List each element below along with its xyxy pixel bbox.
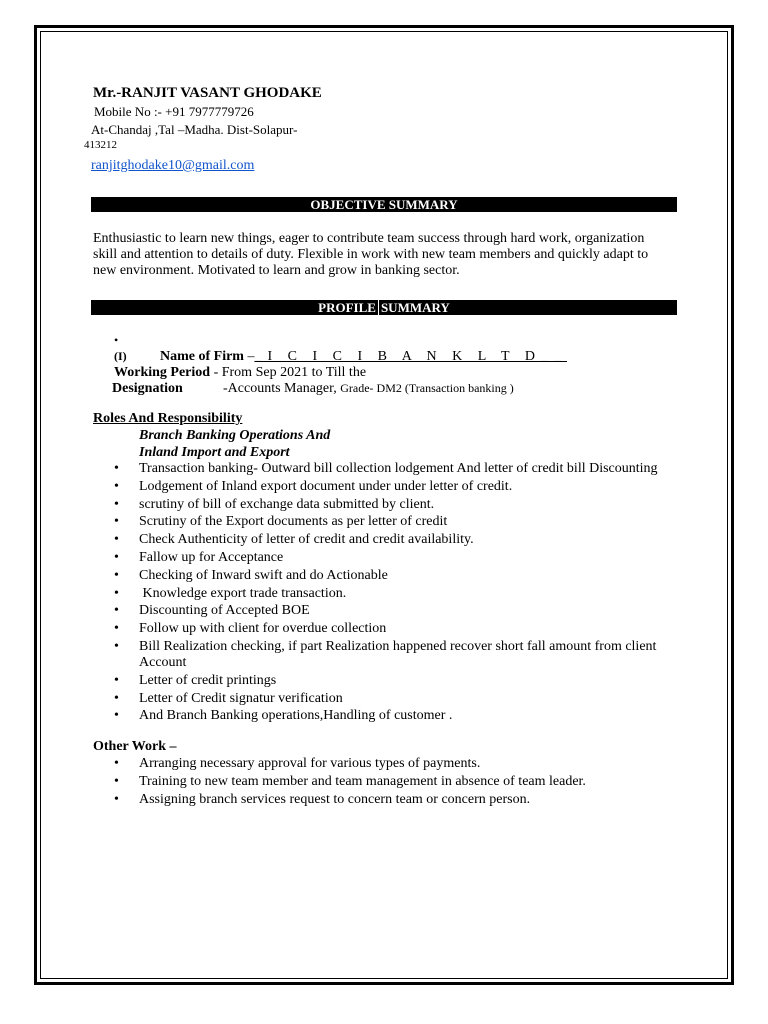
designation-row bbox=[112, 381, 514, 397]
candidate-name: Mr.-RANJIT VASANT GHODAKE bbox=[93, 85, 322, 101]
list-item: • Arranging necessary approval for various types of payments. bbox=[114, 756, 481, 771]
list-item: • Knowledge export trade transaction. bbox=[114, 585, 347, 601]
heading-separator bbox=[378, 300, 379, 315]
list-item: • Discounting of Accepted BOE bbox=[114, 603, 310, 619]
profile-heading-right: SUMMARY bbox=[380, 300, 450, 315]
list-item: • Letter of credit printings bbox=[114, 672, 277, 688]
list-item: • And Branch Banking operations,Handling of customer . bbox=[114, 708, 453, 724]
email-link[interactable]: ranjitghodake10@gmail.com bbox=[91, 158, 255, 173]
list-item: • Scrutiny of the Export documents as per letter of credit bbox=[114, 514, 448, 530]
address: At-Chandaj ,Tal –Madha. Dist-Solapur- bbox=[91, 122, 298, 137]
list-item: • Transaction banking- Outward bill collection lodgement And letter of credit bill Discounting bbox=[114, 461, 658, 476]
working-period-value: - From Sep 2021 to Till the bbox=[210, 365, 367, 380]
firm-row bbox=[114, 349, 567, 365]
list-item: • Bill Realization checking, if part Realization happened recover short fall amount from client Account bbox=[114, 638, 657, 670]
grade: Grade- DM2 (Transaction banking ) bbox=[340, 381, 514, 395]
firm-label: Name of Firm bbox=[160, 349, 244, 364]
roles-subheading-1: Branch Banking Operations And bbox=[139, 428, 331, 443]
working-period-label: Working Period bbox=[114, 365, 211, 380]
firm-index: (I) bbox=[114, 349, 127, 363]
roles-list bbox=[114, 461, 674, 726]
bullet-glyph: • bbox=[114, 333, 119, 347]
profile-heading-left: PROFILE bbox=[318, 300, 376, 315]
firm-name: _I C I C I B A N K L T D__ bbox=[254, 349, 567, 364]
list-item: • Letter of Credit signatur verification bbox=[114, 690, 343, 706]
objective-heading: OBJECTIVE SUMMARY bbox=[91, 197, 677, 212]
mobile-number: Mobile No :- +91 7977779726 bbox=[94, 104, 254, 119]
firm-separator: – bbox=[243, 349, 255, 364]
list-item: • Training to new team member and team management in absence of team leader. bbox=[114, 773, 586, 789]
other-work-list bbox=[114, 756, 674, 809]
list-item: • scrutiny of bill of exchange data submitted by client. bbox=[114, 496, 435, 512]
list-item: • Fallow up for Acceptance bbox=[114, 549, 284, 565]
roles-subheading-2: Inland Import and Export bbox=[139, 445, 290, 460]
list-item: • Check Authenticity of letter of credit and credit availability. bbox=[114, 532, 474, 548]
list-item: • Assigning branch services request to concern team or concern person. bbox=[114, 791, 531, 807]
roles-heading: Roles And Responsibility bbox=[93, 411, 243, 426]
objective-text: Enthusiastic to learn new things, eager to contribute team success through hard work, organization skill and attention to details of duty. Flexible in work with new team members and quickly adapt to new environment. Motivated to learn and grow in banking sector. bbox=[93, 231, 649, 278]
list-item: • Checking of Inward swift and do Actionable bbox=[114, 567, 388, 583]
pincode: 413212 bbox=[84, 139, 117, 151]
list-item: • Lodgement of Inland export document under under letter of credit. bbox=[114, 478, 513, 494]
designation-value: -Accounts Manager, bbox=[223, 381, 337, 396]
designation-label: Designation bbox=[112, 381, 183, 396]
working-period-row bbox=[114, 365, 366, 381]
other-work-heading: Other Work – bbox=[93, 739, 177, 754]
profile-heading bbox=[91, 300, 677, 315]
list-item: • Follow up with client for overdue collection bbox=[114, 621, 387, 637]
